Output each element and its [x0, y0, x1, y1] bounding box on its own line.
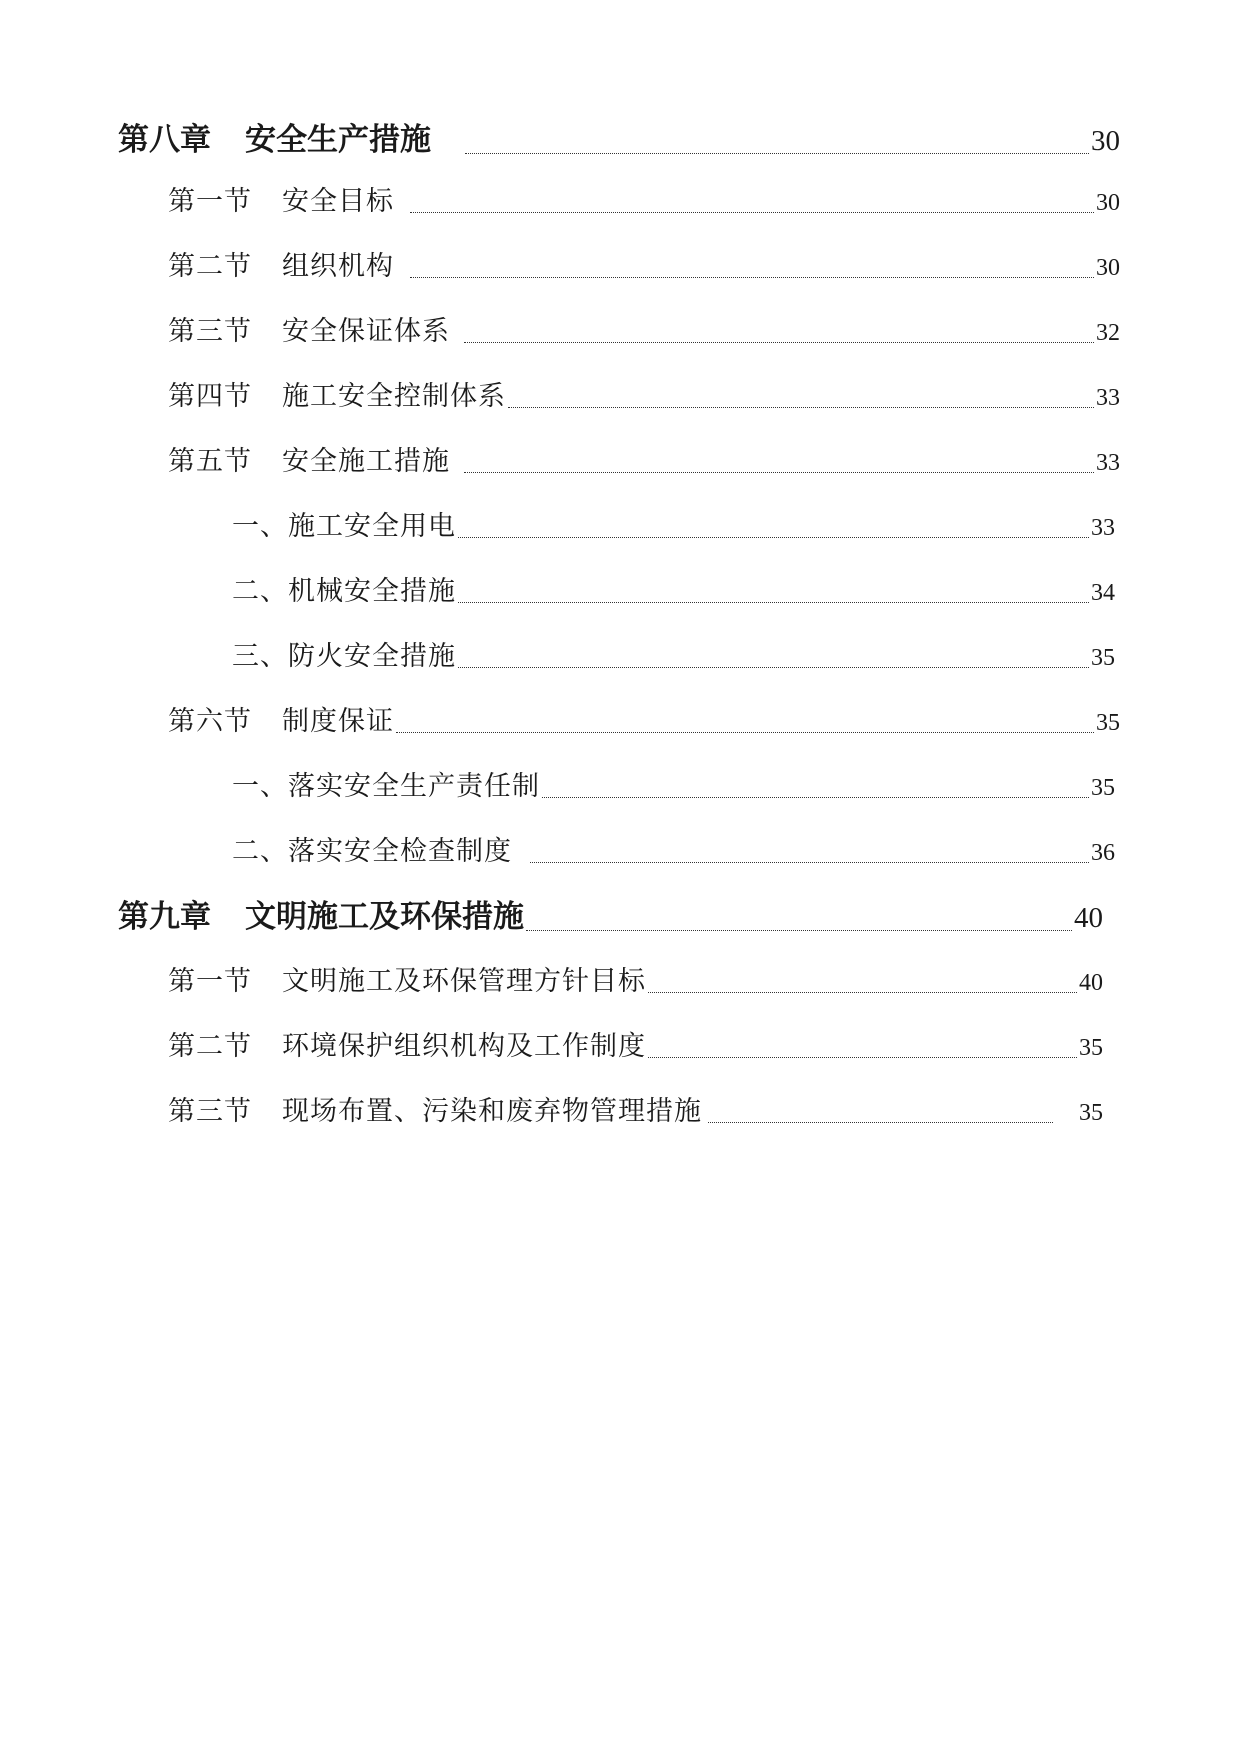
toc-entry-number: 第五节	[168, 446, 252, 477]
toc-entry-page: 35	[1079, 1100, 1103, 1126]
toc-entry-number: 第九章	[118, 899, 211, 935]
toc-entry-title: 落实安全生产责任制	[288, 771, 540, 802]
toc-entry-title: 落实安全检查制度	[288, 836, 512, 867]
toc-entry-title: 文明施工及环保管理方针目标	[282, 966, 646, 997]
toc-entry-number: 三、	[232, 641, 288, 672]
toc-entry-title: 现场布置、污染和废弃物管理措施	[282, 1096, 702, 1127]
toc-entry-item[interactable]	[232, 762, 1115, 802]
toc-entry-page: 35	[1091, 775, 1115, 801]
toc-entry-number: 第三节	[168, 1096, 252, 1127]
toc-entry-section[interactable]	[168, 177, 1120, 217]
dot-leader	[530, 861, 1089, 863]
dot-leader	[458, 601, 1089, 603]
toc-entry-page: 36	[1091, 840, 1115, 866]
toc-entry-section[interactable]	[168, 957, 1103, 997]
toc-entry-number: 第三节	[168, 316, 252, 347]
dot-leader	[508, 406, 1094, 408]
dot-leader	[464, 341, 1094, 343]
toc-entry-section[interactable]	[168, 1022, 1103, 1062]
toc-entry-title: 安全施工措施	[282, 446, 450, 477]
toc-entry-label	[168, 1098, 702, 1127]
toc-entry-page: 40	[1079, 970, 1103, 996]
toc-entry-item[interactable]	[232, 502, 1115, 542]
toc-entry-number: 一、	[232, 771, 288, 802]
toc-entry-page: 40	[1074, 902, 1103, 934]
toc-entry-title: 环境保护组织机构及工作制度	[282, 1031, 646, 1062]
toc-entry-title: 文明施工及环保措施	[245, 899, 524, 935]
toc-entry-number: 第二节	[168, 1031, 252, 1062]
toc-entry-label	[118, 122, 431, 158]
toc-entry-page: 30	[1091, 125, 1120, 157]
toc-entry-chapter-8[interactable]	[118, 118, 1120, 158]
toc-entry-label	[168, 448, 450, 477]
toc-entry-label	[232, 773, 540, 802]
toc-entry-title: 安全保证体系	[282, 316, 450, 347]
toc-entry-label	[168, 968, 646, 997]
dot-leader	[465, 152, 1089, 154]
toc-entry-page: 30	[1096, 255, 1120, 281]
toc-entry-page: 35	[1079, 1035, 1103, 1061]
dot-leader	[396, 731, 1094, 733]
toc-entry-title: 安全生产措施	[245, 122, 431, 158]
dot-leader	[708, 1121, 1053, 1123]
toc-entry-title: 机械安全措施	[288, 576, 456, 607]
toc-entry-number: 第四节	[168, 381, 252, 412]
dot-leader	[542, 796, 1089, 798]
dot-leader	[464, 471, 1094, 473]
toc-entry-page: 33	[1096, 450, 1120, 476]
toc-entry-number: 一、	[232, 511, 288, 542]
toc-entry-title: 安全目标	[282, 186, 394, 217]
dot-leader	[648, 1056, 1077, 1058]
toc-entry-label	[168, 1033, 646, 1062]
toc-entry-page: 35	[1091, 645, 1115, 671]
toc-entry-section[interactable]	[168, 242, 1120, 282]
toc-entry-page: 35	[1096, 710, 1120, 736]
toc-entry-title: 施工安全控制体系	[282, 381, 506, 412]
toc-entry-item[interactable]	[232, 827, 1115, 867]
toc-entry-label	[168, 188, 394, 217]
toc-entry-title: 制度保证	[282, 706, 394, 737]
toc-entry-number: 二、	[232, 576, 288, 607]
dot-leader	[458, 666, 1089, 668]
toc-entry-title: 施工安全用电	[288, 511, 456, 542]
toc-entry-page: 34	[1091, 580, 1115, 606]
toc-entry-label	[168, 383, 506, 412]
toc-entry-title: 组织机构	[282, 251, 394, 282]
toc-entry-label	[232, 578, 456, 607]
dot-leader	[648, 991, 1077, 993]
toc-entry-section[interactable]	[168, 697, 1120, 737]
toc-entry-page: 33	[1091, 515, 1115, 541]
toc-entry-page: 30	[1096, 190, 1120, 216]
toc-entry-label	[232, 643, 456, 672]
toc-entry-number: 第一节	[168, 186, 252, 217]
toc-entry-number: 第六节	[168, 706, 252, 737]
toc-entry-label	[232, 513, 456, 542]
toc-entry-label	[232, 838, 512, 867]
dot-leader	[526, 929, 1072, 931]
toc-entry-label	[168, 708, 394, 737]
toc-entry-title: 防火安全措施	[288, 641, 456, 672]
toc-entry-section[interactable]	[168, 437, 1120, 477]
toc-entry-section[interactable]	[168, 1087, 1103, 1127]
toc-entry-label	[118, 899, 524, 935]
toc-entry-section[interactable]	[168, 372, 1120, 412]
toc-entry-number: 二、	[232, 836, 288, 867]
dot-leader	[458, 536, 1089, 538]
dot-leader	[410, 211, 1094, 213]
toc-entry-section[interactable]	[168, 307, 1120, 347]
toc-entry-item[interactable]	[232, 567, 1115, 607]
toc-entry-page: 33	[1096, 385, 1120, 411]
toc-entry-number: 第八章	[118, 122, 211, 158]
toc-entry-number: 第一节	[168, 966, 252, 997]
toc-entry-label	[168, 253, 394, 282]
toc-entry-item[interactable]	[232, 632, 1115, 672]
toc-entry-page: 32	[1096, 320, 1120, 346]
toc-entry-label	[168, 318, 450, 347]
toc-entry-number: 第二节	[168, 251, 252, 282]
toc-entry-chapter-9[interactable]	[118, 895, 1103, 935]
dot-leader	[410, 276, 1094, 278]
